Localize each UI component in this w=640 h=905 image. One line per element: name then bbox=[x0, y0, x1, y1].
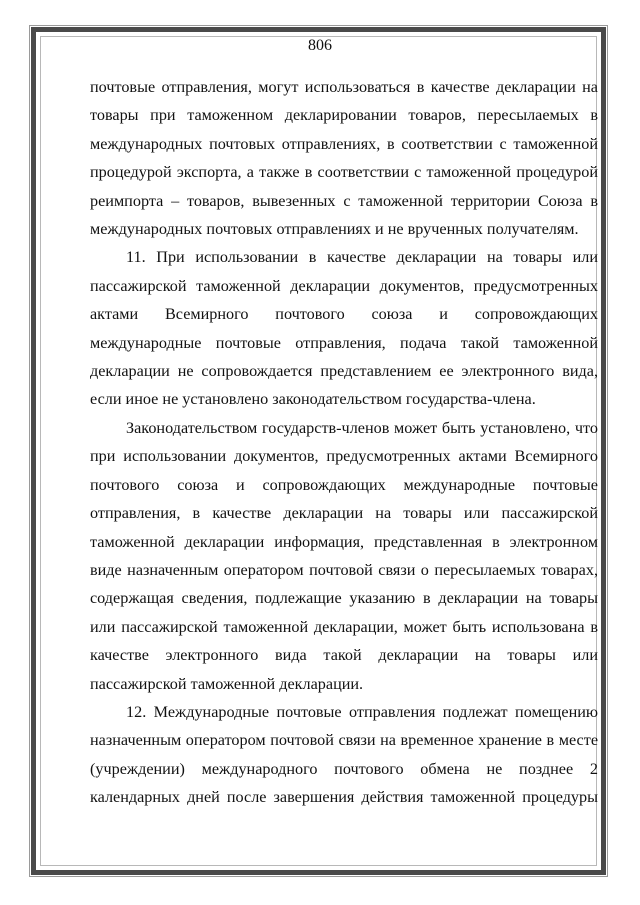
document-body bbox=[90, 73, 598, 812]
paragraph-clause-12: 12. Международные почтовые отправления подлежат помещению назначенным оператором почтовой связи на временное хранение в месте (учреждении) международного почтового обмена не позднее 2 календарных дней после завершения действия таможенной процедуры bbox=[90, 702, 598, 807]
paragraph-clause-11: 11. При использовании в качестве декларации на товары или пассажирской таможенной декларации документов, предусмотренных актами Всемирного почтового союза и сопровождающих международные почтовые отправления, подача такой таможенной декларации не сопровождается представлением ее электронного вида, если иное не установлено законодательством государства-члена. bbox=[90, 248, 598, 409]
page-number: 806 bbox=[308, 37, 332, 54]
paragraph-member-states-legislation: Законодательством государств-членов может быть установлено, что при использовании документов, предусмотренных актами Всемирного почтового союза и сопровождающих международные почтовые отправления, в качестве декларации на товары или пассажирской таможенной декларации информация, представленная в электронном виде назначенным оператором почтовой связи о пересылаемых товарах, содержащая сведения, подлежащие указанию в декларации на товары или пассажирской таможенной декларации, может быть использована в качестве электронного вида такой декларации на товары или пассажирской таможенной декларации. bbox=[90, 418, 598, 693]
paragraph-continuation: почтовые отправления, могут использоваться в качестве декларации на товары при таможенном декларировании товаров, пересылаемых в международных почтовых отправлениях, в соответствии с таможенной процедурой экспорта, а также в соответствии с таможенной процедурой реимпорта – товаров, вывезенных с таможенной территории Союза в международных почтовых отправлениях и не врученных получателям. bbox=[90, 78, 598, 239]
